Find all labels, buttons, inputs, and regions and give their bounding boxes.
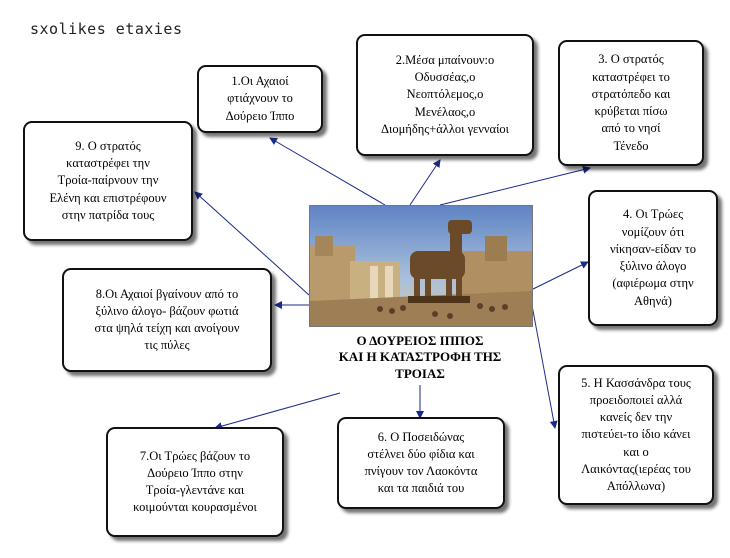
step-box-7: 7.Οι Τρώες βάζουν το Δούρειο Ίππο στην Τροία-γλεντάνε και κοιμούνται κουρασμένοι (106, 427, 284, 537)
step-box-3: 3. Ο στρατός καταστρέφει το στρατόπεδο και κρύβεται πίσω από το νησί Τένεδο (558, 40, 704, 166)
center-title: Ο ΔΟΥΡΕΙΟΣ ΙΠΠΟΣ ΚΑΙ Η ΚΑΤΑΣΤΡΟΦΗ ΤΗΣ ΤΡΟΙΑΣ (338, 333, 502, 381)
watermark-text: sxolikes etaxies (30, 20, 183, 38)
arrow-to-step-4 (531, 262, 588, 290)
step-box-6: 6. Ο Ποσειδώνας στέλνει δύο φίδια και πνίγουν τον Λαοκόντα και τα παιδιά του (337, 417, 505, 509)
step-box-5: 5. Η Κασσάνδρα τους προειδοποιεί αλλά κανείς δεν την πιστεύει-το ίδιο κάνει και ο Λαικόντας(ιερέας του Απόλλωνα) (558, 365, 714, 505)
step-box-4: 4. Οι Τρώες νομίζουν ότι νίκησαν-είδαν το ξύλινο άλογο (αφιέρωμα στην Αθηνά) (588, 190, 718, 326)
step-box-1: 1.Οι Αχαιοί φτιάχνουν το Δούρειο Ίππο (197, 65, 323, 133)
arrow-to-step-5 (531, 300, 555, 428)
step-box-2: 2.Μέσα μπαίνουν:ο Οδυσσέας,ο Νεοπτόλεμος,ο Μενέλαος,ο Διομήδης+άλλοι γενναίοι (356, 34, 534, 156)
arrow-to-step-3 (440, 168, 590, 205)
step-box-9: 9. Ο στρατός καταστρέφει την Τροία-παίρνουν την Ελένη και επιστρέφουν στην πατρίδα τους (23, 121, 193, 241)
trojan-horse-painting (309, 205, 533, 327)
arrow-to-step-2 (410, 160, 440, 205)
arrow-to-step-7 (215, 393, 340, 428)
step-box-8: 8.Οι Αχαιοί βγαίνουν από το ξύλινο άλογο- βάζουν φωτιά στα ψηλά τείχη και ανοίγουν τις πύλες (62, 268, 272, 372)
